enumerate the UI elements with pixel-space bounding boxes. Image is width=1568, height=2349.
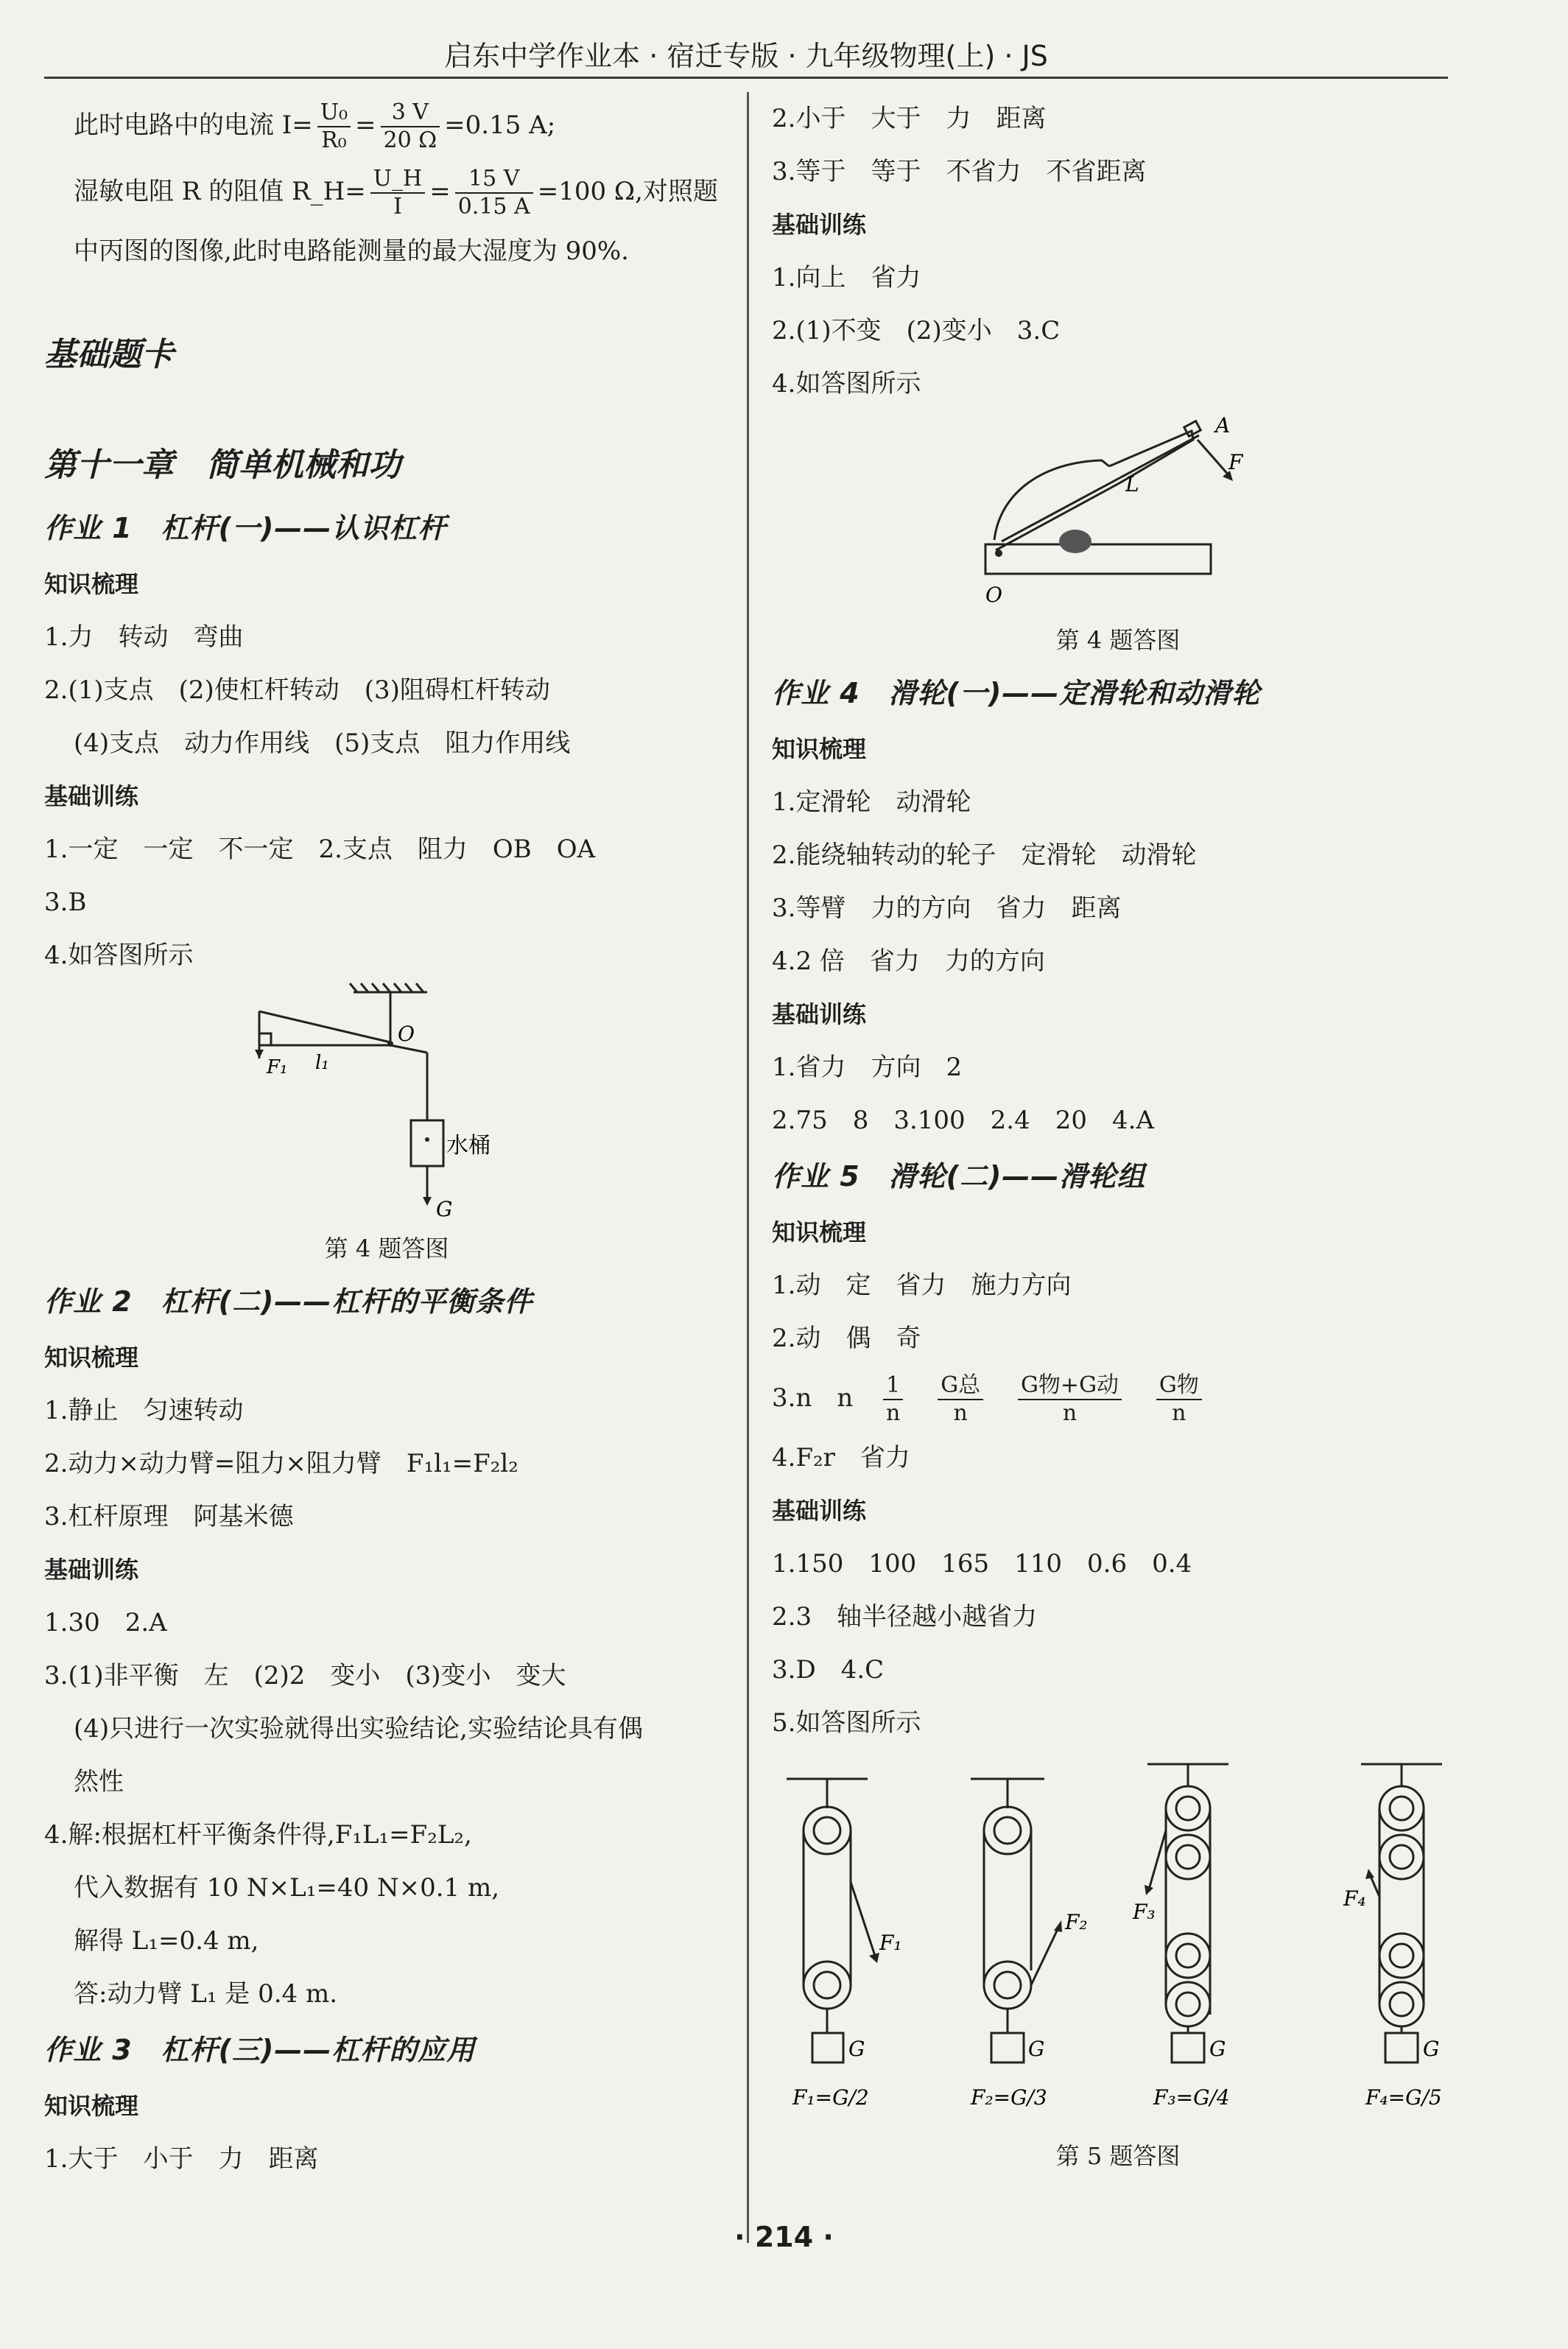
carry-line-1 [44,92,729,158]
fraction [1156,1372,1202,1427]
hw3-kp-head: 知识梳理 [44,2092,139,2120]
text: = [429,177,451,206]
answer-line: 4.如答图所示 [772,369,921,398]
page-number: · 214 · [734,2221,834,2253]
label-f3: F₃ [1133,1900,1156,1924]
answer-line: 3.(1)非平衡 左 (2)2 变小 (3)变小 变大 [44,1661,566,1690]
label-g: G [1209,2037,1226,2061]
equation-f4: F₄=G/5 [1365,2085,1442,2110]
answer-line: 1.向上 省力 [772,263,921,292]
hw1-title: 作业 1 杠杆(一)——认识杠杆 [44,512,447,544]
answer-line: (4)支点 动力作用线 (5)支点 阻力作用线 [74,728,571,758]
fraction [938,1372,983,1427]
answer-line: 2.动力×动力臂=阻力×阻力臂 F₁l₁=F₂l₂ [44,1449,518,1478]
fraction [381,99,440,154]
answer-line: 1.30 2.A [44,1608,167,1637]
hw1-kp-head: 知识梳理 [44,570,139,598]
label-g: G [848,2037,865,2061]
text: = [355,110,376,140]
denominator: R₀ [321,127,347,153]
text: 3.n n [772,1383,854,1413]
fraction [370,166,425,220]
answer-line: 2.动 偶 奇 [772,1324,921,1353]
hw1-bt-head: 基础训练 [44,782,139,810]
hw5-kp-head: 知识梳理 [772,1218,867,1246]
lever-bucket-diagram [221,982,530,1225]
spacer [44,388,729,432]
solution-line: 答:动力臂 L₁ 是 0.4 m. [74,1979,338,2009]
answer-line: 3.杠杆原理 阿基米德 [44,1502,294,1531]
answer-line: 4.F₂r 省力 [772,1443,910,1472]
answer-line: 5.如答图所示 [772,1708,921,1738]
stapler-lever-diagram [978,410,1243,617]
answer-line: 1.静止 匀速转动 [44,1396,244,1425]
answer-line: 1.一定 一定 不一定 2.支点 阻力 OB OA [44,835,596,864]
label-g: G [436,1197,453,1221]
answer-line: 1.力 转动 弯曲 [44,622,244,652]
answer-line: 3.等于 等于 不省力 不省距离 [772,157,1147,186]
denominator: n [1062,1400,1077,1426]
fraction [317,99,351,154]
answer-line: 3.D 4.C [772,1655,885,1685]
text: 湿敏电阻 R 的阻值 R_H= [74,177,366,206]
hw4-kp-head: 知识梳理 [772,735,867,763]
label-f2: F₂ [1065,1910,1088,1934]
numerator: 3 V [381,99,440,127]
numerator: G总 [938,1372,983,1400]
hw3-bt-head: 基础训练 [772,211,867,239]
numerator: 1 [883,1372,903,1400]
figure-caption: 第 5 题答图 [1055,2142,1181,2170]
figure-caption: 第 4 题答图 [324,1235,449,1263]
hw2-kp-head: 知识梳理 [44,1344,139,1372]
pulley-systems-diagram [772,1749,1449,2132]
answer-line: 4.2 倍 省力 力的方向 [772,947,1045,976]
label-l: L [1125,472,1139,496]
label-o: O [985,583,1002,607]
running-header: 启东中学作业本 · 宿迁专版 · 九年级物理(上) · JS [44,35,1448,79]
answer-line-fractions [772,1365,1464,1431]
solution-line: 解得 L₁=0.4 m, [74,1926,259,1956]
answer-line: 3.B [44,888,87,917]
label-o: O [398,1022,415,1046]
label-g: G [1423,2037,1440,2061]
fraction [455,166,533,220]
numerator: 15 V [455,166,533,194]
label-l1: l₁ [315,1052,329,1074]
carry-line-2 [44,158,729,225]
hw4-title: 作业 4 滑轮(一)——定滑轮和动滑轮 [772,677,1261,709]
answer-line: 2.(1)支点 (2)使杠杆转动 (3)阻碍杠杆转动 [44,675,550,705]
text: 此时电路中的电流 I= [74,110,313,140]
hw5-bt-head: 基础训练 [772,1497,867,1525]
denominator: 0.15 A [457,194,530,220]
solution-line: 代入数据有 10 N×L₁=40 N×0.1 m, [74,1873,500,1903]
denominator: 20 Ω [383,127,437,153]
label-bucket: 水桶 [446,1133,491,1159]
numerator: G物+G动 [1018,1372,1122,1400]
numerator: G物 [1156,1372,1202,1400]
answer-line: 4.如答图所示 [44,941,194,970]
answer-line: 2.3 轴半径越小越省力 [772,1602,1038,1632]
label-f4: F₄ [1343,1886,1366,1911]
fraction [1018,1372,1122,1427]
fraction [883,1372,903,1427]
solution-line: 4.解:根据杠杆平衡条件得,F₁L₁=F₂L₂, [44,1820,472,1850]
answer-line: 3.等臂 力的方向 省力 距离 [772,893,1122,923]
denominator: I [393,194,402,220]
text: =100 Ω,对照题 [537,177,718,206]
figure-caption: 第 4 题答图 [1055,626,1181,654]
numerator: U_H [370,166,425,194]
answer-line: 2.能绕轴转动的轮子 定滑轮 动滑轮 [772,840,1197,870]
equation-f1: F₁=G/2 [792,2085,869,2110]
equation-f2: F₂=G/3 [971,2085,1047,2110]
answer-line: 2.小于 大于 力 距离 [772,104,1047,133]
equation-f3: F₃=G/4 [1153,2085,1230,2110]
section-title: 基础题卡 [44,336,174,373]
answer-line: 1.大于 小于 力 距离 [44,2144,319,2174]
label-f1: F₁ [879,1931,902,1955]
chapter-title: 第十一章 简单机械和功 [44,446,401,484]
label-a: A [1215,413,1231,438]
answer-line: 1.省力 方向 2 [772,1053,963,1082]
answer-line: (4)只进行一次实验就得出实验结论,实验结论具有偶 [74,1714,643,1744]
right-column [772,92,1464,2180]
denominator: n [953,1400,968,1426]
hw2-title: 作业 2 杠杆(二)——杠杆的平衡条件 [44,1285,533,1318]
answer-line: 然性 [74,1767,124,1797]
hw5-title: 作业 5 滑轮(二)——滑轮组 [772,1160,1146,1193]
denominator: n [886,1400,901,1426]
column-divider [747,92,749,2243]
label-f1: F₁ [267,1056,288,1078]
answer-line: 2.75 8 3.100 2.4 20 4.A [772,1106,1154,1135]
answer-line: 1.定滑轮 动滑轮 [772,787,971,817]
carry-line-3: 中丙图的图像,此时电路能测量的最大湿度为 90%. [74,236,629,266]
answer-line: 1.150 100 165 110 0.6 0.4 [772,1549,1192,1579]
label-g: G [1028,2037,1045,2061]
denominator: n [1172,1400,1186,1426]
hw2-bt-head: 基础训练 [44,1556,139,1584]
answer-line: 2.(1)不变 (2)变小 3.C [772,316,1061,345]
spacer [44,278,729,322]
answer-line: 1.动 定 省力 施力方向 [772,1271,1072,1300]
label-f: F [1228,450,1243,474]
numerator: U₀ [317,99,351,127]
hw3-title: 作业 3 杠杆(三)——杠杆的应用 [44,2034,476,2066]
text: =0.15 A; [444,110,556,140]
hw4-bt-head: 基础训练 [772,1000,867,1028]
left-column [44,92,729,2185]
